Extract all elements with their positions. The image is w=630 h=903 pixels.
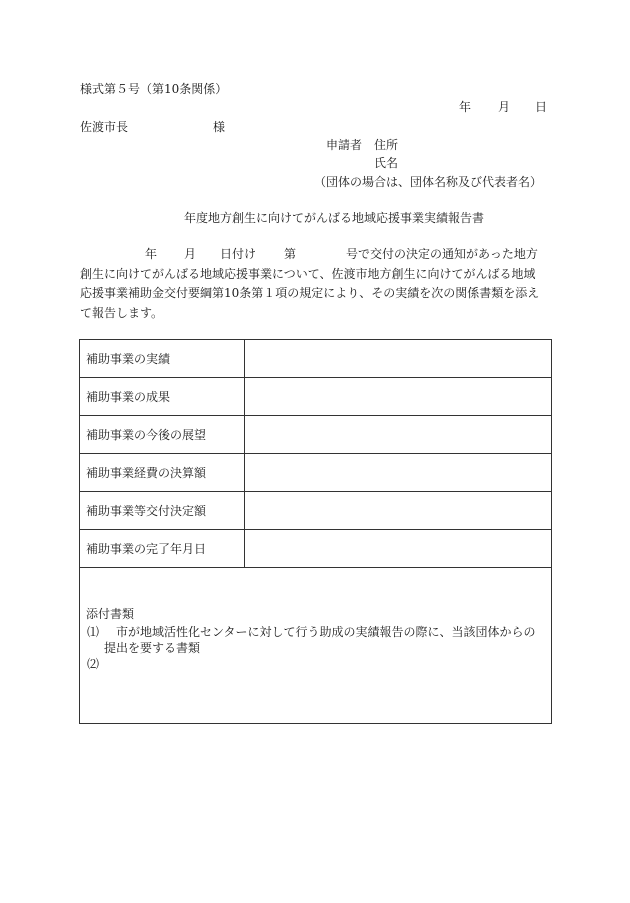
date-month: 月 (498, 100, 511, 114)
row-value-field[interactable] (245, 530, 552, 568)
row-label: 補助事業の実績 (80, 340, 245, 378)
applicant-address-label: 住所 (374, 138, 399, 152)
body-line-4: て報告します。 (80, 305, 164, 320)
row-value-field[interactable] (245, 492, 552, 530)
row-label: 補助事業の完了年月日 (80, 530, 245, 568)
applicant-label: 申請者 (326, 138, 363, 152)
applicant-note: （団体の場合は、団体名称及び代表者名） (314, 175, 543, 189)
body-year: 年 (145, 247, 158, 261)
row-label: 補助事業等交付決定額 (80, 492, 245, 530)
row-label: 補助事業の今後の展望 (80, 416, 245, 454)
row-label: 補助事業経費の決算額 (80, 454, 245, 492)
table-row (80, 530, 552, 568)
body-line-1 (80, 245, 552, 265)
body-line-3: 応援事業補助金交付要綱第10条第１項の規定により、その実績を次の関係書類を添え (80, 286, 540, 300)
report-table (79, 339, 552, 568)
table-row (80, 454, 552, 492)
table-row (80, 492, 552, 530)
addressee-honorific: 様 (213, 120, 226, 134)
row-value-field[interactable] (245, 416, 552, 454)
body-month: 月 (184, 247, 197, 261)
body-dai: 第 (284, 247, 297, 261)
attachments-box (79, 567, 552, 724)
addressee-name: 佐渡市長 (80, 120, 129, 134)
document-title: 年度地方創生に向けてがんばる地域応援事業実績報告書 (184, 211, 485, 225)
attachments-title: 添付書類 (86, 607, 135, 621)
date-day: 日 (535, 100, 548, 114)
row-value-field[interactable] (245, 340, 552, 378)
row-value-field[interactable] (245, 454, 552, 492)
table-row (80, 340, 552, 378)
applicant-name-label: 氏名 (374, 156, 399, 170)
attachment-item-1-number: ⑴ (87, 625, 100, 639)
body-line1-rest: 号で交付の決定の通知があった地方 (346, 247, 538, 261)
date-year: 年 (459, 100, 472, 114)
form-number: 様式第５号（第10条関係） (80, 82, 228, 96)
table-row (80, 378, 552, 416)
row-value-field[interactable] (245, 378, 552, 416)
table-row (80, 416, 552, 454)
attachment-item-1-text: 市が地域活性化センターに対して行う助成の実績報告の際に、当該団体からの (116, 625, 536, 639)
body-paragraph (80, 245, 552, 323)
attachment-item-1-text-cont: 提出を要する書類 (104, 641, 201, 655)
body-line-2: 創生に向けてがんばる地域応援事業について、佐渡市地方創生に向けてがんばる地域 (80, 266, 536, 281)
body-day: 日付け (220, 247, 257, 261)
attachment-item-2-number: ⑵ (87, 657, 100, 671)
row-label: 補助事業の成果 (80, 378, 245, 416)
